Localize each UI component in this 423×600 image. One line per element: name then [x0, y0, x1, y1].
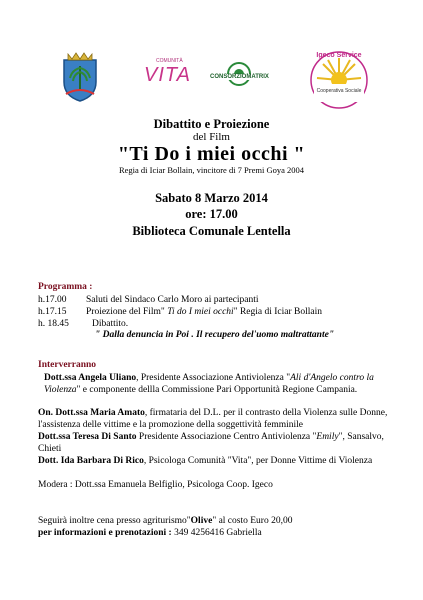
dinner-place: Olive [190, 516, 213, 526]
igeco-sun-icon [306, 50, 372, 110]
municipal-crest-logo [60, 50, 100, 102]
event-subheading: del Film [193, 131, 230, 143]
speaker-org: Emily [316, 432, 339, 442]
vita-logo-small: COMUNITÀ [156, 58, 183, 64]
event-type-heading: Dibattito e Proiezione [153, 117, 270, 131]
film-title: "Ti Do i miei occhi " [117, 143, 306, 165]
film-credits: Regia di Iciar Bollain, vincitore di 7 Premi Goya 2004 [118, 165, 305, 175]
program-text: Dibattito. [92, 319, 129, 329]
vita-logo-text: VITA [144, 64, 191, 86]
program-item [38, 319, 128, 329]
dinner-info [38, 516, 292, 526]
contact-info [38, 528, 262, 538]
consortium-logo [210, 62, 268, 92]
igeco-logo [306, 50, 372, 110]
igeco-logo-text: Igeco Service [316, 52, 362, 59]
dinner-text: Seguirà inoltre cena presso agriturismo" [38, 516, 191, 526]
contact-value: 349 4256416 Gabriella [171, 528, 262, 538]
speaker-entry [38, 432, 398, 455]
interverranno-heading: Interverranno [38, 360, 97, 370]
program-time: h.17.00 [38, 295, 67, 305]
speaker-text: " e componente dellla Commissione Pari Opportunità Regione Campania. [76, 384, 358, 395]
speaker-text: Presidente Associazione Centro Antiviolenza " [136, 432, 317, 442]
program-time: h.17.15 [38, 307, 67, 317]
logos-row [0, 50, 423, 110]
contact-label: per informazioni e prenotazioni : [38, 528, 172, 538]
event-date: Sabato 8 Marzo 2014 [155, 191, 268, 205]
speaker-text: , Presidente Associazione Antiviolenza " [136, 373, 291, 383]
speaker-name: Dott.ssa Teresa Di Santo [38, 432, 137, 442]
program-text: Proiezione del Film" [86, 307, 165, 317]
program-item [38, 307, 322, 317]
program-text: " Regia di Iciar Bollain [233, 307, 322, 317]
program-item [38, 295, 259, 305]
speaker-name: On. Dott.ssa Maria Amato [38, 408, 145, 418]
moderator-entry: Modera : Dott.ssa Emanuela Belfiglio, Psicologa Coop. Igeco [38, 480, 273, 490]
debate-title: " Dalla denuncia in Poi . Il recupero del'uomo maltrattante" [95, 330, 335, 340]
consortium-logo-text: CONSORZIOMATRIX [210, 74, 269, 80]
programma-heading: Programma : [38, 282, 93, 292]
vita-logo [138, 58, 191, 92]
event-venue: Biblioteca Comunale Lentella [132, 224, 291, 238]
speaker-entry [38, 373, 404, 396]
program-text: Saluti del Sindaco Carlo Moro ai partecipanti [86, 295, 259, 305]
speaker-name: Dott. Ida Barbara Di Rico [38, 456, 144, 466]
dinner-text: " al costo Euro 20,00 [212, 516, 293, 526]
speaker-text: , firmataria del D.L. per il contrasto della Violenza sulle Donne, l'assistenza delle vittime e la promozione della soggettività femminile [38, 408, 388, 430]
program-film-title: Ti do I miei occhi [164, 307, 234, 317]
program-time: h. 18.45 [38, 319, 69, 329]
speaker-entry [38, 456, 398, 468]
speaker-text: , Psicologa Comunità "Vita", per Donne Vittime di Violenza [143, 456, 373, 466]
speaker-entry [38, 408, 398, 431]
igeco-logo-sub: Cooperativa Sociale [316, 88, 362, 94]
speaker-text: ", Sansalvo, Chieti [38, 432, 384, 454]
speaker-org: Ali d'Angelo contro la Violenza [44, 373, 374, 395]
event-time: ore: 17.00 [185, 207, 238, 221]
speaker-name: Dott.ssa Angela Uliano [44, 373, 137, 383]
